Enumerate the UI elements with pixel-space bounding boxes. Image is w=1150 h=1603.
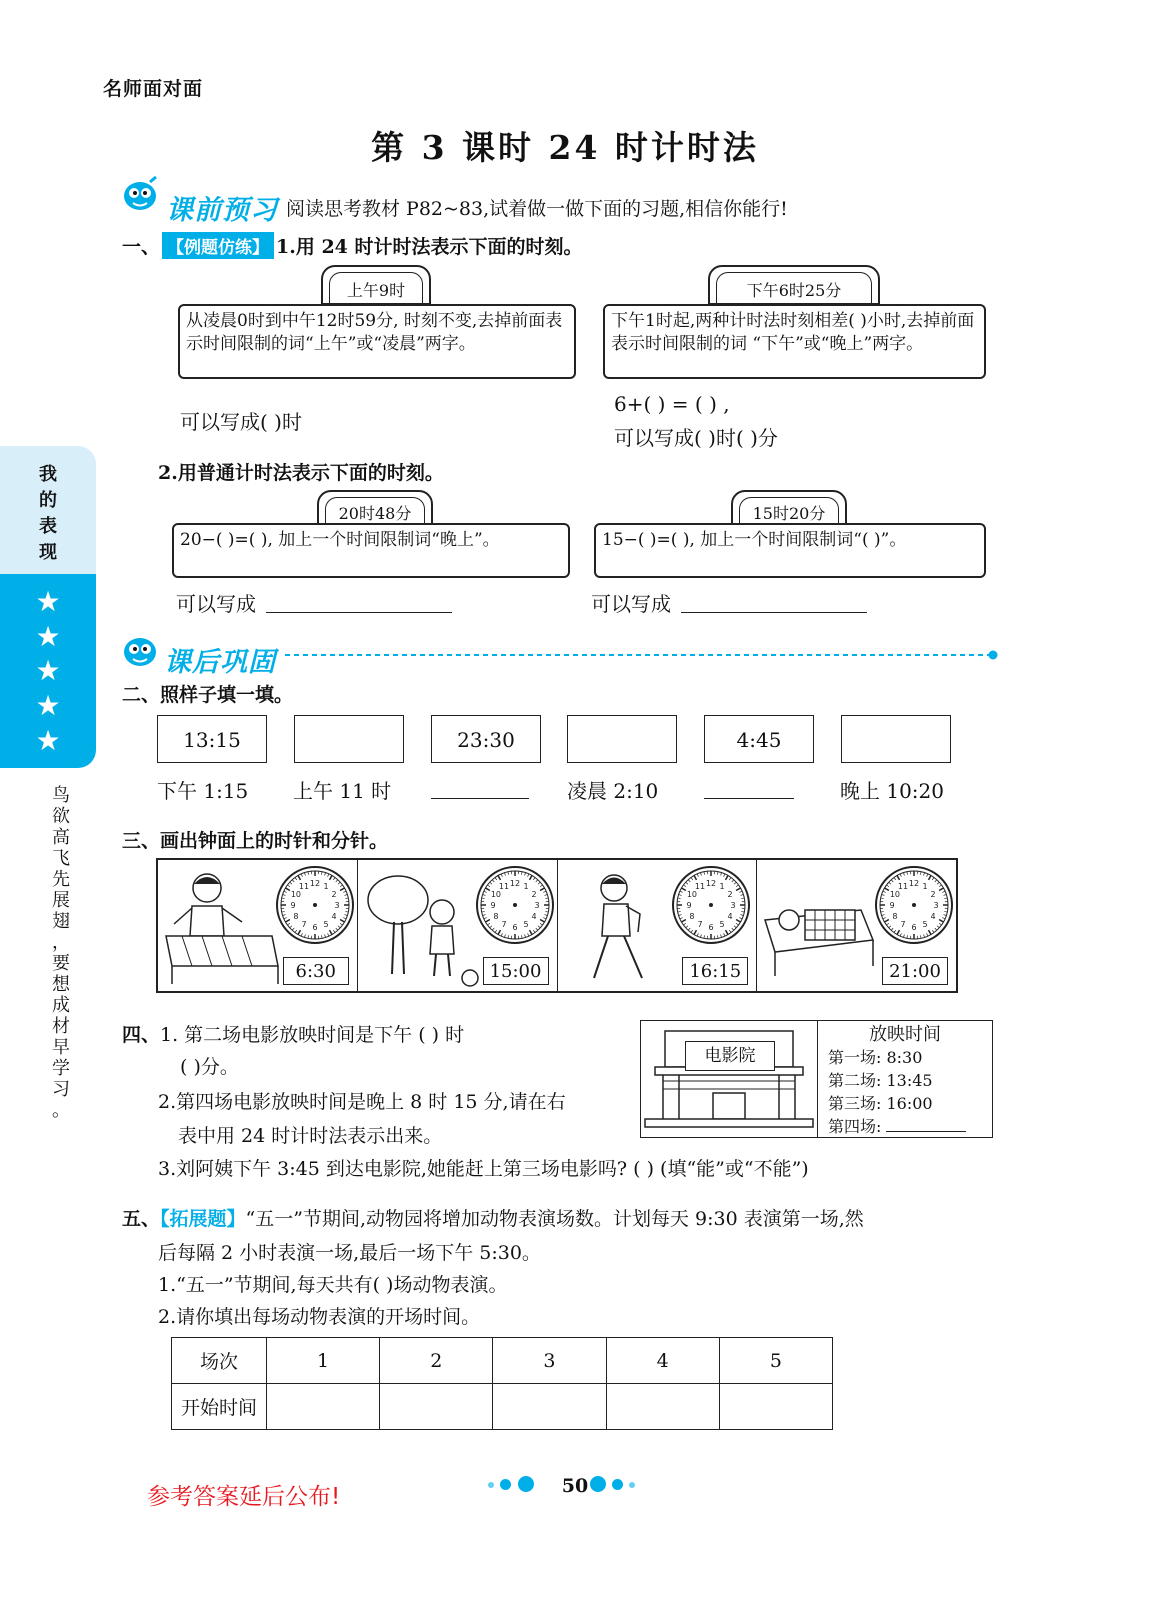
svg-text:10: 10 [890,890,901,899]
cinema-building-icon [643,1023,815,1135]
side-motto: 鸟 欲 高 飞 先 展 翅 ， 要 想 成 材 早 学 习 。 [52,785,70,1121]
clock-cell [558,860,758,991]
example-box-1: 从凌晨0时到中午12时59分, 时刻不变,去掉前面表示时间限制的词“上午”或“凌晨”两字。 [178,304,576,379]
q1-part2: 2.用普通计时法表示下面的时刻。 [158,462,444,484]
example-tab-2-label: 下午6时25分 [716,272,872,303]
decor-dot [518,1476,534,1492]
q5-number: 五、 [122,1208,161,1230]
preview-heading: 课前预习 [166,195,278,226]
svg-text:11: 11 [498,881,509,891]
star-icon[interactable]: ★ [35,654,61,688]
svg-text:9: 9 [889,901,895,910]
schedule-row: 第四场: [828,1115,982,1138]
bed-wakeup-illustration [162,866,282,988]
q4-l3: 3.刘阿姨下午 3:45 到达电影院,她能赶上第三场电影吗? ( ) (填“能”或“不能”) [158,1158,809,1180]
star-icon[interactable]: ★ [35,584,61,618]
q1-tag: 【例题仿练】 [162,232,274,259]
review-heading: 课后巩固 [164,647,276,678]
q4-l2: 2.第四场电影放映时间是晚上 8 时 15 分,请在右 [158,1091,566,1113]
table-answer-cell[interactable] [380,1384,493,1430]
svg-text:12: 12 [909,879,920,888]
clock-time-label: 21:00 [882,957,948,985]
time-box: 4:45 [704,715,814,763]
svg-text:6: 6 [512,923,518,932]
header-brand: 名师面对面 [103,78,204,100]
svg-text:7: 7 [501,920,507,930]
table-answer-cell[interactable] [606,1384,719,1430]
q5-line1 [122,1204,864,1231]
svg-text:3: 3 [534,901,540,910]
star-icon[interactable]: ★ [35,689,61,723]
clock-time-label: 6:30 [283,957,349,985]
svg-text:2: 2 [531,890,537,899]
q5-l1b: 后每隔 2 小时表演一场,最后一场下午 5:30。 [158,1242,541,1264]
svg-text:10: 10 [686,890,697,899]
clock-time-label: 15:00 [483,957,549,985]
svg-text:1: 1 [523,881,529,891]
clock-time-label: 16:15 [682,957,748,985]
time-box-blank[interactable] [567,715,677,763]
calc-line-2: 6+( ) = ( ) , [614,392,730,416]
mascot-icon [120,176,162,214]
preview-intro: 阅读思考教材 P82~83,试着做一做下面的习题,相信你能行! [286,198,788,220]
lesson-title: 第 3 课时 24 时计时法 [371,128,759,167]
q4-number: 四、 [122,1024,161,1046]
example-tab-4 [731,490,847,525]
svg-text:7: 7 [301,920,307,930]
answer-blank-4[interactable] [681,612,867,613]
table-row [172,1338,833,1384]
svg-text:3: 3 [729,901,736,910]
performance-label: 我 的 表 现 [0,446,96,574]
svg-text:5: 5 [523,920,529,930]
time-label: 上午 11 时 [293,779,392,803]
svg-text:10: 10 [490,890,501,899]
time-label: 下午 1:15 [157,779,249,803]
svg-text:2: 2 [331,890,337,899]
svg-text:6: 6 [312,923,318,932]
clock-face-icon [474,864,556,946]
answer-blank-3[interactable] [266,612,452,613]
svg-text:9: 9 [290,901,296,910]
svg-text:11: 11 [898,881,909,891]
svg-text:2: 2 [727,890,733,899]
cinema-panel [640,1020,993,1138]
q5-l2: 1.“五一”节期间,每天共有( )场动物表演。 [158,1274,508,1296]
sleeping-illustration [761,880,881,990]
q1-line [122,232,583,259]
svg-text:5: 5 [718,920,725,930]
example-tab-1 [321,265,431,305]
svg-text:1: 1 [718,881,725,891]
schedule-title: 放映时间 [869,1024,941,1045]
answer-label-3: 可以写成 [176,592,256,616]
svg-text:8: 8 [688,912,694,921]
q5-tag: 【拓展题】 [160,1208,246,1230]
cinema-illustration [641,1021,818,1137]
svg-text:12: 12 [309,879,321,888]
table-header-cell: 2 [380,1338,493,1384]
example-box-4: 15−( )=( ), 加上一个时间限制词“( )”。 [594,523,986,578]
decor-dot [500,1479,511,1490]
time-label: 凌晨 2:10 [567,779,659,803]
q5-l1: “五一”节期间,动物园将增加动物表演场数。计划每天 9:30 表演第一场,然 [245,1208,864,1230]
schedule-panel [818,1021,992,1137]
table-row [172,1384,833,1430]
table-answer-cell[interactable] [719,1384,832,1430]
schedule-row: 第一场: 8:30 [828,1048,923,1067]
decor-dot [612,1479,623,1490]
performance-tab [0,446,96,768]
clock-strip [156,858,958,993]
time-label-blank[interactable] [704,798,794,799]
svg-text:6: 6 [911,923,917,932]
tree-playing-illustration [362,866,482,988]
q4-l1: 1. 第二场电影放映时间是下午 ( ) 时 [160,1024,465,1046]
svg-text:1: 1 [922,881,928,891]
table-header-cell: 3 [493,1338,606,1384]
clock-cell [757,860,956,991]
answer-line-1: 可以写成( )时 [180,410,302,434]
page-number: 50 [561,1475,589,1497]
svg-text:7: 7 [696,920,703,930]
time-box: 13:15 [157,715,267,763]
schedule-blank[interactable] [886,1117,966,1132]
table-header-cell: 场次 [172,1338,267,1384]
example-tab-3-label: 20时48分 [325,497,425,523]
svg-text:11: 11 [298,881,310,891]
q5-l3: 2.请你填出每场动物表演的开场时间。 [158,1306,481,1328]
q2-title: 二、照样子填一填。 [122,684,294,706]
answer-label-4: 可以写成 [591,592,671,616]
time-box-blank[interactable] [841,715,951,763]
time-label-blank[interactable] [431,798,529,799]
example-tab-3 [317,490,433,525]
svg-text:5: 5 [922,920,928,930]
example-box-3: 20−( )=( ), 加上一个时间限制词“晚上”。 [172,523,570,578]
svg-text:12: 12 [509,879,520,888]
clock-face-icon [274,864,356,946]
decor-dot [488,1482,494,1488]
table-header-cell: 5 [719,1338,832,1384]
table-row-label: 开始时间 [172,1384,267,1430]
decor-dot [590,1476,606,1492]
q4-line1 [122,1020,464,1047]
svg-text:4: 4 [930,912,936,921]
svg-text:8: 8 [293,912,299,921]
time-box-blank[interactable] [294,715,404,763]
answer-line-2: 可以写成( )时( )分 [614,426,778,450]
example-box-2: 下午1时起,两种计时法时刻相差( )小时,去掉前面表示时间限制的词 “下午”或“晚上”两字。 [603,304,986,379]
q3-title: 三、画出钟面上的时针和分针。 [122,830,389,852]
svg-text:9: 9 [685,901,692,910]
svg-text:3: 3 [933,901,939,910]
star-icon[interactable]: ★ [35,619,61,653]
show-schedule-table [171,1337,833,1430]
example-tab-2 [708,265,880,305]
clock-face-icon [873,864,955,946]
clock-cell [158,860,358,991]
svg-text:9: 9 [490,901,496,910]
svg-text:8: 8 [892,912,898,921]
svg-text:1: 1 [323,881,329,891]
time-box: 23:30 [431,715,541,763]
schedule-row: 第三场: 16:00 [828,1094,933,1113]
svg-text:7: 7 [900,920,906,930]
table-header-cell: 4 [606,1338,719,1384]
q4-l1b: ( )分。 [180,1056,239,1078]
mascot-icon [120,632,162,670]
table-answer-cell[interactable] [267,1384,380,1430]
svg-text:4: 4 [531,912,537,921]
cinema-sign: 电影院 [685,1041,775,1071]
table-header-cell: 1 [267,1338,380,1384]
svg-text:11: 11 [694,881,705,891]
svg-text:3: 3 [334,901,340,910]
svg-text:6: 6 [707,923,714,932]
answer-note: 参考答案延后公布! [147,1484,341,1510]
svg-text:4: 4 [331,912,337,921]
svg-text:5: 5 [323,920,329,930]
clock-face-icon [670,864,752,946]
star-icon[interactable]: ★ [35,724,61,758]
schedule-row: 第二场: 13:45 [828,1071,933,1090]
star-rating[interactable] [0,574,96,768]
svg-text:12: 12 [705,879,716,888]
example-tab-4-label: 15时20分 [739,497,839,523]
time-label: 晚上 10:20 [840,779,944,803]
section-divider [285,648,1000,662]
example-tab-1-label: 上午9时 [329,272,423,303]
svg-text:4: 4 [727,912,733,921]
svg-text:2: 2 [930,890,936,899]
svg-text:8: 8 [493,912,499,921]
q1-number: 一、 [122,236,161,258]
q4-l2b: 表中用 24 时计时法表示出来。 [178,1125,443,1147]
decor-dot [629,1482,635,1488]
walking-child-illustration [572,866,672,988]
clock-cell [358,860,558,991]
table-answer-cell[interactable] [493,1384,606,1430]
q1-part1: 1.用 24 时计时法表示下面的时刻。 [276,236,583,258]
svg-text:10: 10 [290,890,302,899]
